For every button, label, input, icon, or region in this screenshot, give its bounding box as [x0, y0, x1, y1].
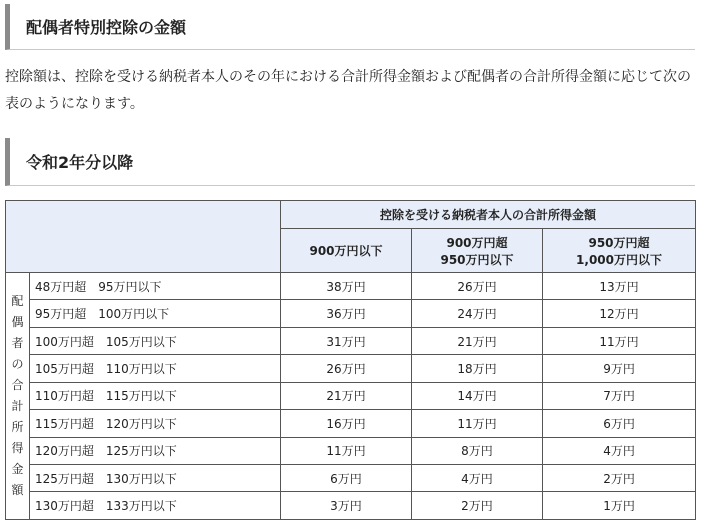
- row-group-char: 偶: [11, 315, 24, 329]
- table-row: [6, 464, 696, 491]
- deduction-cell: 11万円: [412, 410, 543, 437]
- row-group-char: 金: [11, 462, 24, 476]
- section-title: 配偶者特別控除の金額: [26, 18, 187, 37]
- income-range-cell: 48万円超 95万円以下: [30, 273, 281, 300]
- table-row: [6, 492, 696, 520]
- deduction-cell: 24万円: [412, 300, 543, 327]
- deduction-cell: 3万円: [281, 492, 412, 520]
- income-range-cell: 125万円超 130万円以下: [30, 464, 281, 491]
- deduction-cell: 6万円: [543, 410, 696, 437]
- table-row: [6, 382, 696, 409]
- deduction-cell: 36万円: [281, 300, 412, 327]
- deduction-cell: 26万円: [281, 355, 412, 382]
- deduction-cell: 12万円: [543, 300, 696, 327]
- table-row: [6, 273, 696, 300]
- deduction-cell: 13万円: [543, 273, 696, 300]
- deduction-cell: 18万円: [412, 355, 543, 382]
- deduction-cell: 4万円: [412, 464, 543, 491]
- deduction-cell: 8万円: [412, 437, 543, 464]
- table-corner-cell: [6, 201, 281, 273]
- deduction-cell: 4万円: [543, 437, 696, 464]
- deduction-cell: 11万円: [281, 437, 412, 464]
- group-header: 控除を受ける納税者本人の合計所得金額: [281, 201, 696, 229]
- column-header: [543, 229, 696, 273]
- row-group-char: 所: [11, 420, 24, 434]
- income-range-cell: 110万円超 115万円以下: [30, 382, 281, 409]
- column-header: [281, 229, 412, 273]
- deduction-cell: 21万円: [412, 327, 543, 354]
- deduction-table: [5, 200, 696, 520]
- income-range-cell: 105万円超 110万円以下: [30, 355, 281, 382]
- deduction-cell: 6万円: [281, 464, 412, 491]
- deduction-cell: 26万円: [412, 273, 543, 300]
- deduction-cell: 16万円: [281, 410, 412, 437]
- row-group-char: 計: [11, 399, 24, 413]
- table-row: [6, 327, 696, 354]
- deduction-cell: 38万円: [281, 273, 412, 300]
- income-range-cell: 130万円超 133万円以下: [30, 492, 281, 520]
- row-group-label: [6, 273, 30, 520]
- column-header-line1: 900万円超: [446, 235, 508, 250]
- row-group-char: 合: [11, 378, 24, 392]
- table-row: [6, 300, 696, 327]
- intro-paragraph: 控除額は、控除を受ける納税者本人のその年における合計所得金額および配偶者の合計所得金額に応じて次の表のようになります。: [5, 69, 691, 112]
- deduction-cell: 14万円: [412, 382, 543, 409]
- section-heading: [5, 4, 695, 50]
- table-row: [6, 437, 696, 464]
- row-group-char: 得: [11, 441, 24, 455]
- deduction-cell: 2万円: [543, 464, 696, 491]
- sub-title: 令和2年分以降: [26, 153, 134, 172]
- row-group-char: 者: [11, 336, 24, 350]
- column-header-line1: 900万円以下: [309, 244, 383, 258]
- table-row: [6, 410, 696, 437]
- deduction-cell: 31万円: [281, 327, 412, 354]
- income-range-cell: 115万円超 120万円以下: [30, 410, 281, 437]
- column-header: [412, 229, 543, 273]
- deduction-cell: 1万円: [543, 492, 696, 520]
- column-header-line1: 950万円超: [588, 235, 650, 250]
- deduction-cell: 11万円: [543, 327, 696, 354]
- row-group-char: 配: [11, 294, 24, 308]
- sub-heading: [5, 138, 695, 186]
- income-range-cell: 95万円超 100万円以下: [30, 300, 281, 327]
- table-row: [6, 355, 696, 382]
- income-range-cell: 120万円超 125万円以下: [30, 437, 281, 464]
- row-group-char: 額: [11, 483, 24, 497]
- deduction-cell: 7万円: [543, 382, 696, 409]
- deduction-cell: 9万円: [543, 355, 696, 382]
- deduction-cell: 21万円: [281, 382, 412, 409]
- row-group-char: の: [11, 357, 24, 371]
- column-header-line2: 950万円以下: [440, 252, 514, 267]
- column-header-line2: 1,000万円以下: [576, 252, 662, 267]
- income-range-cell: 100万円超 105万円以下: [30, 327, 281, 354]
- deduction-cell: 2万円: [412, 492, 543, 520]
